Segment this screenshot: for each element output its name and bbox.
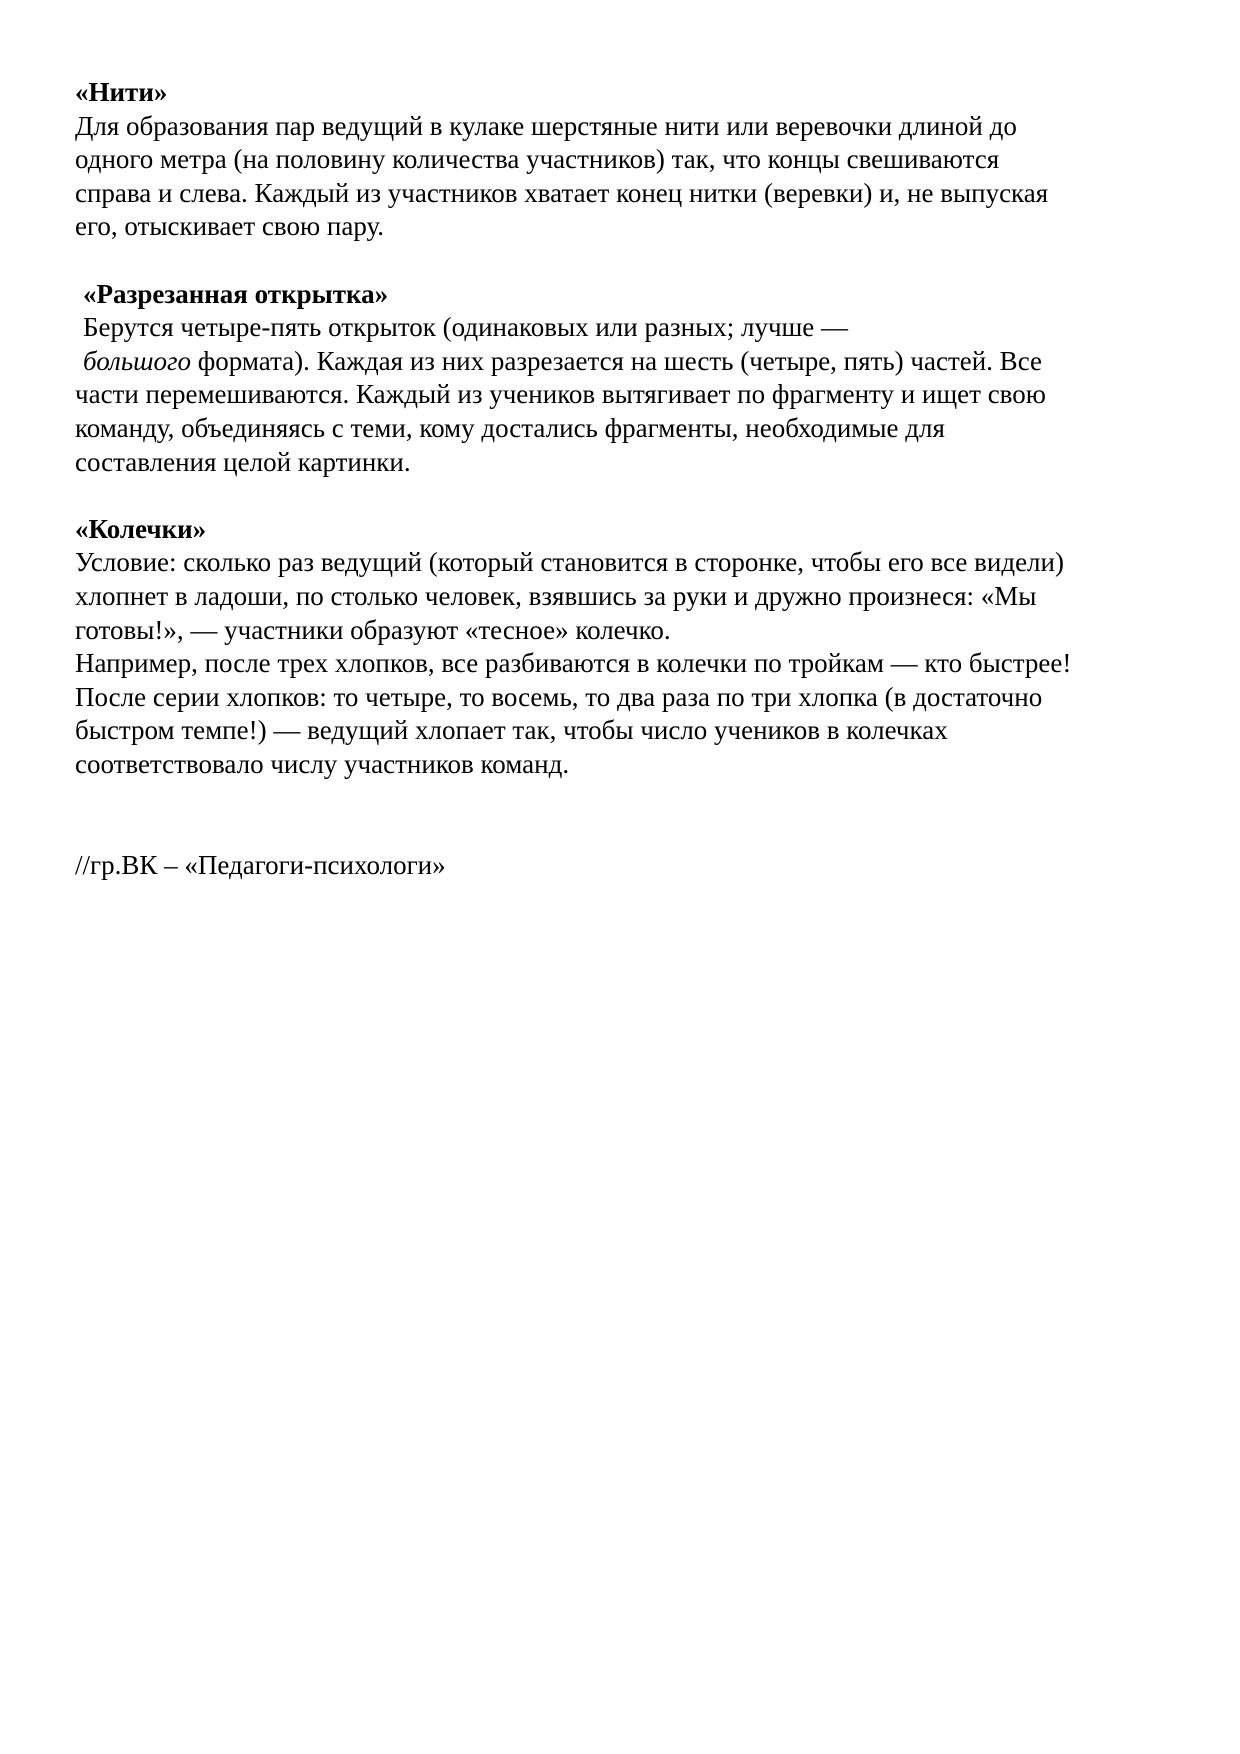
italic-word: большого (83, 345, 192, 376)
paragraph-line: Условие: сколько раз ведущий (который становится в сторонке, чтобы его все видели) (75, 547, 1064, 578)
section-kolechki (75, 513, 1175, 782)
source-note: //гр.ВК – «Педагоги-психологи» (75, 849, 446, 880)
document-body (75, 76, 1175, 882)
paragraph-line: одного метра (на половину количества участников) так, что концы свешиваются (75, 144, 1000, 175)
paragraph-line: команду, объединяясь с теми, кому достались фрагменты, необходимые для (75, 412, 945, 443)
paragraph-line: Берутся четыре-пять открыток (одинаковых или разных; лучше — (83, 312, 849, 343)
paragraph-line-mixed (75, 345, 1175, 379)
paragraph-line: После серии хлопков: то четыре, то восемь, то два раза по три хлопка (в достаточно (75, 681, 1043, 712)
paragraph-line: составления целой картинки. (75, 446, 411, 477)
paragraph-line: его, отыскивает свою пару. (75, 211, 385, 242)
paragraph-line: быстром темпе!) — ведущий хлопает так, чтобы число учеников в колечках (75, 715, 948, 746)
paragraph-gap (75, 781, 1175, 815)
section-title: «Нити» (75, 77, 168, 107)
paragraph-gap (75, 244, 1175, 278)
paragraph-gap (75, 479, 1175, 513)
paragraph-line: соответствовало числу участников команд. (75, 748, 570, 779)
paragraph-line: справа и слева. Каждый из участников хватает конец нитки (веревки) и, не выпуская (75, 177, 1049, 208)
section-niti (75, 76, 1175, 244)
paragraph-line: Для образования пар ведущий в кулаке шерстяные нити или веревочки длиной до (75, 110, 1017, 141)
paragraph-line: части перемешиваются. Каждый из учеников вытягивает по фрагменту и ищет свою (75, 379, 1046, 410)
paragraph-line: Например, после трех хлопков, все разбиваются в колечки по тройкам — кто быстрее! (75, 648, 1072, 679)
paragraph-line: хлопнет в ладоши, по столько человек, взявшись за руки и дружно произнеся: «Мы (75, 580, 1037, 611)
paragraph-gap (75, 815, 1175, 849)
section-title: «Разрезанная открытка» (83, 278, 389, 309)
paragraph-line-rest: формата). Каждая из них разрезается на шесть (четыре, пять) частей. Все (191, 345, 1042, 376)
section-title: «Колечки» (75, 513, 207, 544)
paragraph-line: готовы!», — участники образуют «тесное» колечко. (75, 614, 671, 645)
section-razrezannaya-otkrytka (75, 278, 1175, 480)
